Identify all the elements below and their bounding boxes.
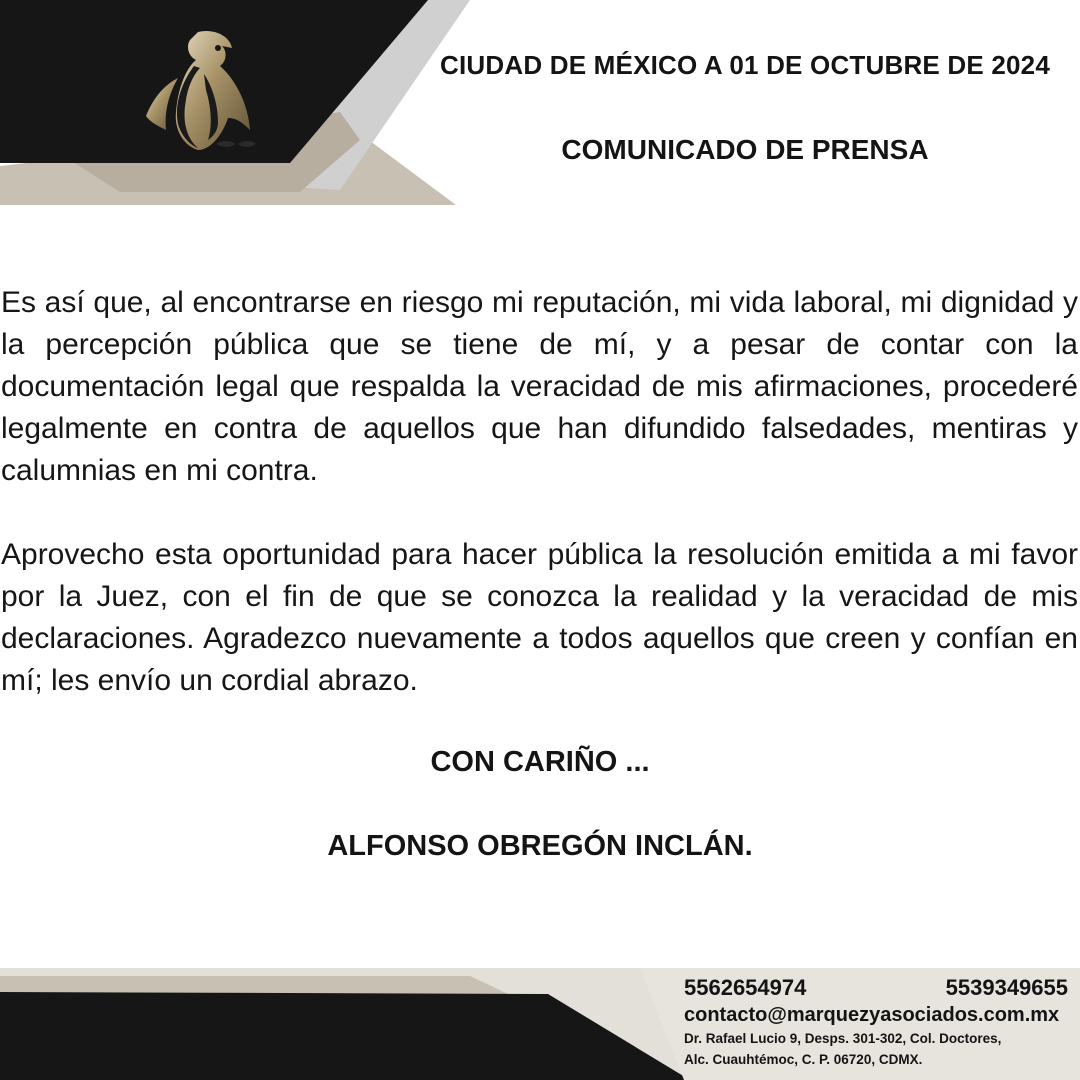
document-title: COMUNICADO DE PRENSA — [561, 134, 929, 165]
phone-numbers — [684, 974, 1068, 1002]
phone-number[interactable]: 5539349655 — [945, 975, 1068, 1000]
address-line: Dr. Rafael Lucio 9, Desps. 301-302, Col. Doctores, — [684, 1031, 1002, 1046]
closing-salutation: CON CARIÑO ... — [430, 746, 650, 778]
phone-number[interactable]: 5562654974 — [684, 975, 807, 1000]
paragraph: Aprovecho esta oportunidad para hacer pública la resolución emitida a mi favor por la Juez, con el fin de que se conozca la realidad y la veracidad de mis declaraciones. Agradezco nuevamente a todos aquellos que creen y confían en mí; les envío un cordial abrazo. — [1, 538, 1078, 697]
address-line: Alc. Cuauhtémoc, C. P. 06720, CDMX. — [684, 1052, 923, 1067]
date-line: CIUDAD DE MÉXICO A 01 DE OCTUBRE DE 2024 — [440, 50, 1050, 80]
eagle-logo-icon — [138, 26, 264, 154]
body-text — [1, 282, 1078, 744]
email-link[interactable]: contacto@marquezyasociados.com.mx — [684, 1004, 1060, 1026]
paragraph: Es así que, al encontrarse en riesgo mi reputación, mi vida laboral, mi dignidad y la percepción pública que se tiene de mí, y a pesar de contar con la documentación legal que respalda la veracidad de mis afirmaciones, procederé legalmente en contra de aquellos que han difundido falsedades, mentiras y calumnias en mi contra. — [1, 286, 1078, 487]
contact-block — [684, 974, 1080, 1070]
signature-name: ALFONSO OBREGÓN INCLÁN. — [327, 830, 753, 862]
